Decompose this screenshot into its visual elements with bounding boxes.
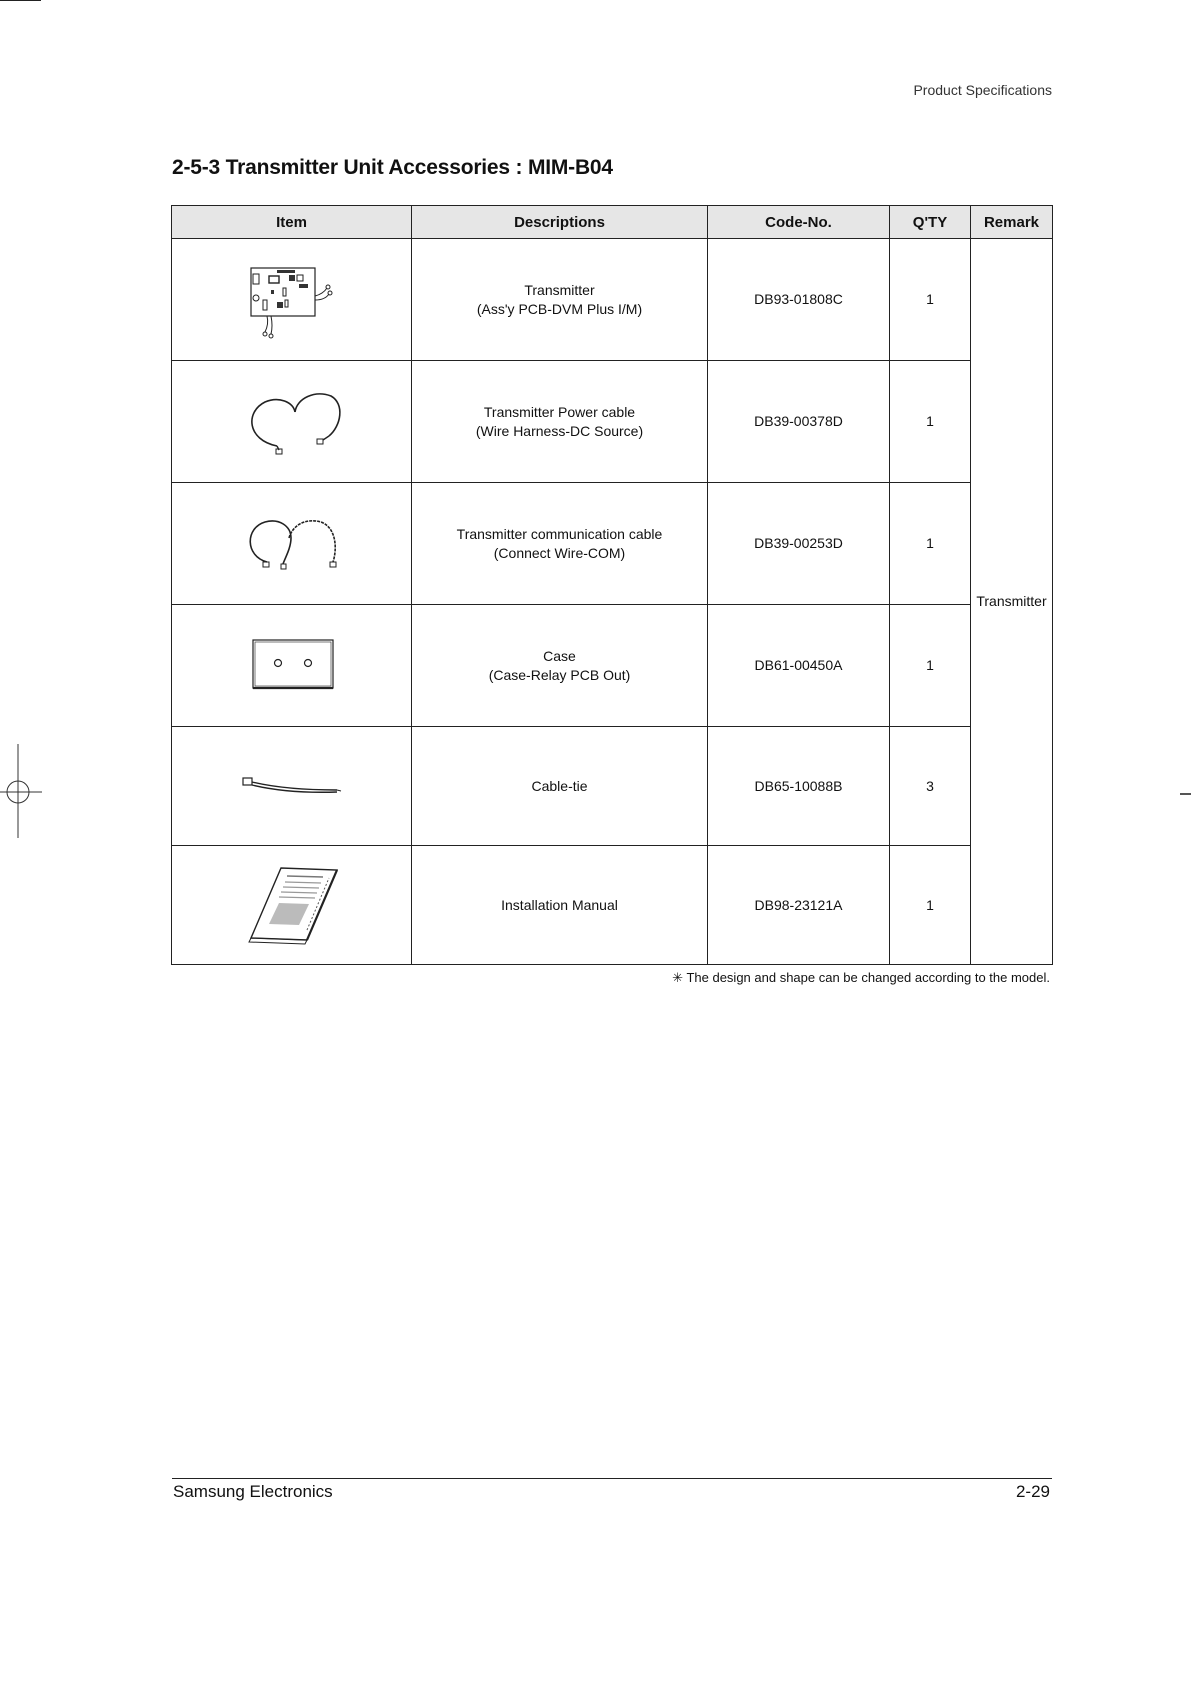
column-header-item: Item [172, 206, 412, 239]
page-number: 2-29 [1015, 1482, 1050, 1501]
column-header-remark: Remark [971, 206, 1053, 239]
description-name: Transmitter [524, 281, 595, 298]
table-row [172, 483, 1053, 605]
crop-mark-top [0, 0, 41, 1]
manual-booklet-icon [237, 862, 347, 948]
footer-company: Samsung Electronics [173, 1482, 333, 1501]
cable-tie-icon [237, 766, 347, 806]
description-part: (Ass'y PCB-DVM Plus I/M) [476, 300, 643, 317]
description-cell [412, 605, 708, 727]
item-image-cell [172, 239, 412, 361]
description-part: (Wire Harness-DC Source) [475, 422, 644, 439]
code-cell: DB98-23121A [708, 846, 890, 965]
item-image-cell [172, 727, 412, 846]
code-cell: DB65-10088B [708, 727, 890, 846]
description-name: Case [543, 647, 576, 664]
table-header-row [172, 206, 1053, 239]
case-icon [237, 626, 347, 706]
description-name: Cable-tie [531, 777, 588, 794]
column-header-descriptions: Descriptions [412, 206, 708, 239]
description-part: (Case-Relay PCB Out) [488, 666, 631, 683]
item-image-cell [172, 483, 412, 605]
table-row [172, 239, 1053, 361]
registration-mark-icon [0, 744, 42, 844]
code-cell: DB93-01808C [708, 239, 890, 361]
qty-cell: 1 [890, 846, 971, 965]
qty-cell: 1 [890, 361, 971, 483]
description-part: (Connect Wire-COM) [493, 544, 626, 561]
description-cell [412, 727, 708, 846]
communication-cable-icon [237, 504, 347, 584]
description-cell [412, 846, 708, 965]
description-name: Installation Manual [501, 896, 618, 913]
table-row [172, 605, 1053, 727]
description-cell [412, 483, 708, 605]
table-row [172, 727, 1053, 846]
section-title: 2-5-3 Transmitter Unit Accessories : MIM-B04 [172, 156, 613, 179]
table-row [172, 846, 1053, 965]
qty-cell: 1 [890, 483, 971, 605]
qty-cell: 1 [890, 605, 971, 727]
power-cable-icon [237, 382, 347, 462]
accessories-table [171, 205, 1053, 965]
description-cell [412, 239, 708, 361]
item-image-cell [172, 846, 412, 965]
crop-mark-right [1180, 793, 1191, 795]
item-image-cell [172, 361, 412, 483]
remark-cell: Transmitter [971, 239, 1053, 965]
column-header-code: Code-No. [708, 206, 890, 239]
description-cell [412, 361, 708, 483]
table-row [172, 361, 1053, 483]
footnote: ✳ The design and shape can be changed according to the model. [672, 970, 1050, 985]
qty-cell: 3 [890, 727, 971, 846]
description-name: Transmitter Power cable [483, 403, 636, 420]
footer-rule [172, 1478, 1052, 1479]
description-name: Transmitter communication cable [456, 525, 663, 542]
code-cell: DB39-00253D [708, 483, 890, 605]
qty-cell: 1 [890, 239, 971, 361]
column-header-qty: Q'TY [890, 206, 971, 239]
code-cell: DB61-00450A [708, 605, 890, 727]
item-image-cell [172, 605, 412, 727]
pcb-board-icon [237, 260, 347, 340]
code-cell: DB39-00378D [708, 361, 890, 483]
running-header: Product Specifications [913, 82, 1052, 98]
